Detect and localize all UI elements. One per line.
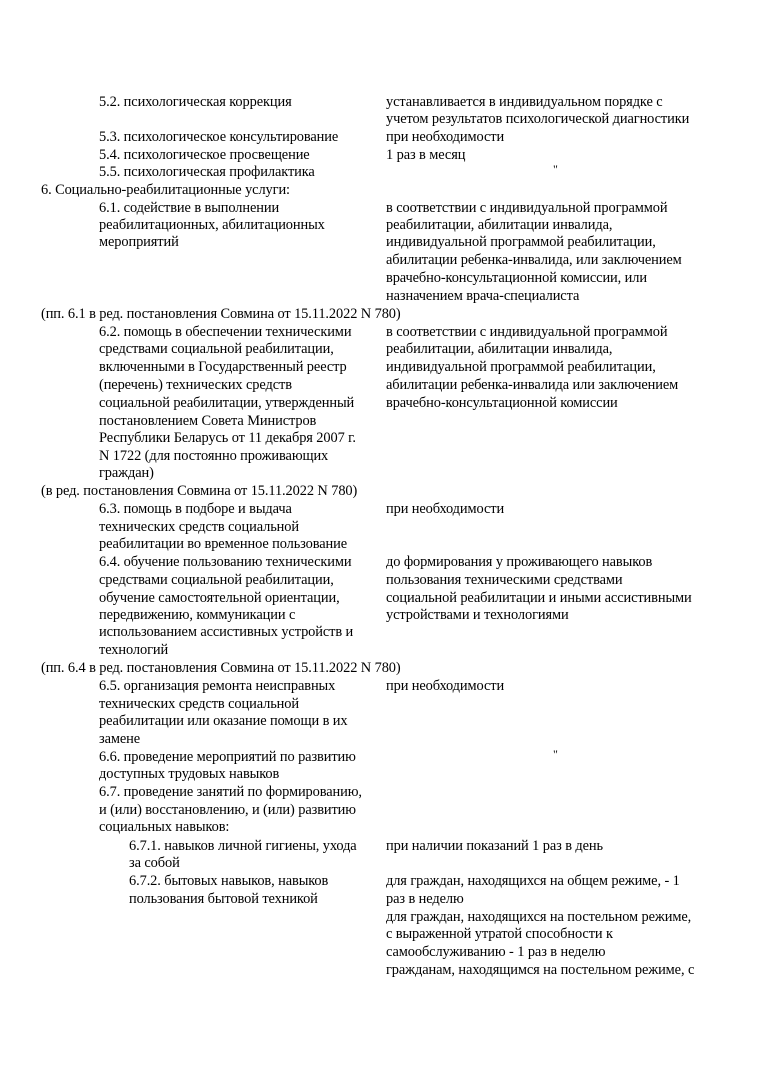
- item-6-2-label-line-9: граждан): [99, 465, 154, 481]
- item-6-3-value: при необходимости: [386, 501, 505, 517]
- item-6-7-2-value-line-6: гражданам, находящимся на постельном режиме, с: [386, 962, 695, 978]
- item-6-1-label-line-1: 6.1. содействие в выполнении: [99, 200, 280, 216]
- item-6-2-value-line-1: в соответствии с индивидуальной программой: [386, 324, 668, 340]
- item-6-7-1-value: при наличии показаний 1 раз в день: [386, 838, 603, 854]
- item-6-7-1-label-line-2: за собой: [129, 855, 180, 871]
- item-6-5-label-line-4: замене: [99, 731, 141, 747]
- item-6-7-2-label-line-2: пользования бытовой техникой: [129, 891, 318, 907]
- item-6-2-label-line-6: постановлением Совета Министров: [99, 413, 317, 429]
- item-6-2-label-line-8: N 1722 (для постоянно проживающих: [99, 448, 329, 464]
- item-6-7-label-line-1: 6.7. проведение занятий по формированию,: [99, 784, 362, 800]
- item-6-4-value-line-4: устройствами и технологиями: [386, 607, 569, 623]
- item-6-1-label-line-2: реабилитационных, абилитационных: [99, 217, 325, 233]
- item-6-4-value-line-1: до формирования у проживающего навыков: [386, 554, 653, 570]
- item-6-4-label-line-4: передвижению, коммуникации с: [99, 607, 296, 623]
- item-5-5-label: 5.5. психологическая профилактика: [99, 164, 315, 180]
- item-5-2-value-line-1: устанавливается в индивидуальном порядке с: [386, 94, 663, 110]
- item-6-7-label-line-2: и (или) восстановлению, и (или) развитию: [99, 802, 356, 818]
- item-6-3-label-line-1: 6.3. помощь в подборе и выдача: [99, 501, 292, 517]
- item-5-4-label: 5.4. психологическое просвещение: [99, 147, 310, 163]
- item-6-6-label-line-1: 6.6. проведение мероприятий по развитию: [99, 749, 356, 765]
- item-6-3-label-line-2: технических средств социальной: [99, 519, 299, 535]
- item-6-5-label-line-2: технических средств социальной: [99, 696, 299, 712]
- item-6-4-label-line-1: 6.4. обучение пользованию техническими: [99, 554, 352, 570]
- item-6-7-2-value-line-2: раз в неделю: [386, 891, 464, 907]
- item-6-4-value-line-3: социальной реабилитации и иными ассистивными: [386, 590, 692, 606]
- item-6-6-ditto-mark: ": [553, 747, 558, 761]
- item-6-2-label-line-5: социальной реабилитации, утвержденный: [99, 395, 355, 411]
- item-6-2-label-line-2: средствами социальной реабилитации,: [99, 341, 334, 357]
- item-6-7-label-line-3: социальных навыков:: [99, 819, 230, 835]
- item-6-3-label-line-3: реабилитации во временное пользование: [99, 536, 348, 552]
- item-6-2-value-line-5: врачебно-консультационной комиссии: [386, 395, 618, 411]
- item-6-7-2-value-line-4: с выраженной утратой способности к: [386, 926, 613, 942]
- item-5-3-label: 5.3. психологическое консультирование: [99, 129, 339, 145]
- item-6-7-2-value-line-3: для граждан, находящихся на постельном режиме,: [386, 909, 692, 925]
- item-6-4-label-line-2: средствами социальной реабилитации,: [99, 572, 334, 588]
- item-5-4-value: 1 раз в месяц: [386, 147, 466, 163]
- item-5-2-value-line-2: учетом результатов психологической диагностики: [386, 111, 690, 127]
- amendment-note-6-2: (в ред. постановления Совмина от 15.11.2022 N 780): [41, 483, 358, 499]
- item-6-5-label-line-3: реабилитации или оказание помощи в их: [99, 713, 348, 729]
- item-6-1-value-line-4: абилитации ребенка-инвалида, или заключением: [386, 252, 682, 268]
- item-6-2-label-line-3: включенными в Государственный реестр: [99, 359, 347, 375]
- item-6-4-label-line-6: технологий: [99, 642, 169, 658]
- item-6-2-label-line-1: 6.2. помощь в обеспечении техническими: [99, 324, 352, 340]
- amendment-note-6-4: (пп. 6.4 в ред. постановления Совмина от 15.11.2022 N 780): [41, 660, 401, 676]
- item-6-7-2-label-line-1: 6.7.2. бытовых навыков, навыков: [129, 873, 329, 889]
- item-6-1-value-line-3: индивидуальной программой реабилитации,: [386, 234, 656, 250]
- item-6-2-value-line-2: реабилитации, абилитации инвалида,: [386, 341, 613, 357]
- amendment-note-6-1: (пп. 6.1 в ред. постановления Совмина от 15.11.2022 N 780): [41, 306, 401, 322]
- item-6-7-2-value-line-1: для граждан, находящихся на общем режиме, - 1: [386, 873, 680, 889]
- item-5-3-value: при необходимости: [386, 129, 505, 145]
- item-6-5-value: при необходимости: [386, 678, 505, 694]
- item-6-5-label-line-1: 6.5. организация ремонта неисправных: [99, 678, 336, 694]
- item-6-1-value-line-6: назначением врача-специалиста: [386, 288, 580, 304]
- item-6-7-1-label-line-1: 6.7.1. навыков личной гигиены, ухода: [129, 838, 357, 854]
- item-6-2-label-line-4: (перечень) технических средств: [99, 377, 292, 393]
- item-6-2-value-line-3: индивидуальной программой реабилитации,: [386, 359, 656, 375]
- item-6-2-label-line-7: Республики Беларусь от 11 декабря 2007 г.: [99, 430, 356, 446]
- item-6-1-value-line-5: врачебно-консультационной комиссии, или: [386, 270, 647, 286]
- item-6-1-value-line-2: реабилитации, абилитации инвалида,: [386, 217, 613, 233]
- section-6-heading: 6. Социально-реабилитационные услуги:: [41, 182, 290, 198]
- item-6-6-label-line-2: доступных трудовых навыков: [99, 766, 280, 782]
- item-6-4-label-line-5: использованием ассистивных устройств и: [99, 624, 354, 640]
- item-6-2-value-line-4: абилитации ребенка-инвалида или заключением: [386, 377, 679, 393]
- item-5-5-ditto-mark: ": [553, 162, 558, 176]
- item-6-7-2-value-line-5: самообслуживанию - 1 раз в неделю: [386, 944, 606, 960]
- item-6-1-label-line-3: мероприятий: [99, 234, 179, 250]
- item-5-2-label: 5.2. психологическая коррекция: [99, 94, 292, 110]
- item-6-4-label-line-3: обучение самостоятельной ориентации,: [99, 590, 340, 606]
- item-6-1-value-line-1: в соответствии с индивидуальной программой: [386, 200, 668, 216]
- item-6-4-value-line-2: пользования техническими средствами: [386, 572, 623, 588]
